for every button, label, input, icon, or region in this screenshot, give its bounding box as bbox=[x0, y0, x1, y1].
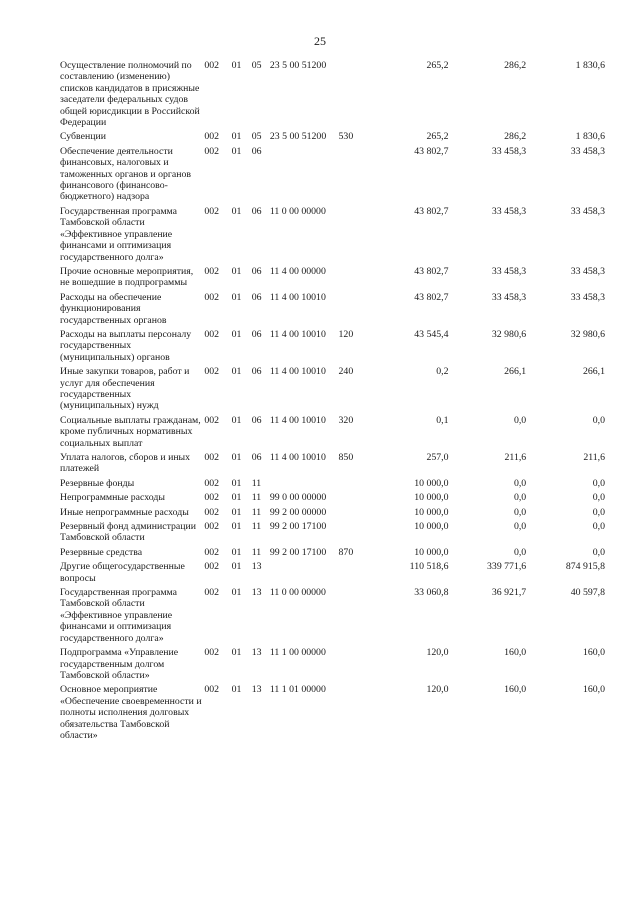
row-name: Другие общегосударственные вопросы bbox=[60, 561, 185, 584]
grbs-code: 002 bbox=[204, 145, 220, 157]
expense-type-code bbox=[339, 492, 369, 506]
amount-year-2: 0,0 bbox=[513, 506, 527, 518]
grbs-code: 002 bbox=[204, 452, 220, 463]
row-name: Расходы на обеспечение функционирования государственных органов bbox=[60, 291, 167, 326]
subsection-code: 06 bbox=[251, 265, 262, 277]
table-row bbox=[60, 547, 605, 561]
amount-year-1: 110 518,6 bbox=[409, 561, 449, 573]
subsection-code: 06 bbox=[251, 452, 262, 463]
subsection-code: 13 bbox=[251, 647, 262, 659]
row-name: Иные закупки товаров, работ и услуг для обеспечения государственных (муниципальных) нужд bbox=[60, 366, 190, 412]
section-code: 01 bbox=[231, 452, 242, 463]
section-code: 01 bbox=[231, 291, 242, 303]
section-code: 01 bbox=[231, 647, 242, 659]
section-code: 01 bbox=[231, 561, 242, 573]
subsection-code: 11 bbox=[251, 521, 262, 533]
amount-year-3: 33 458,3 bbox=[570, 205, 605, 217]
expense-type-code bbox=[339, 60, 369, 131]
expense-type-code bbox=[339, 561, 369, 587]
amount-year-3: 211,6 bbox=[583, 452, 605, 463]
amount-year-3: 32 980,6 bbox=[570, 328, 605, 340]
target-article-code: 11 4 00 10010 bbox=[269, 366, 326, 378]
subsection-code: 13 bbox=[251, 587, 262, 599]
amount-year-3: 874 915,8 bbox=[565, 561, 605, 573]
section-code: 01 bbox=[231, 506, 242, 518]
amount-year-1: 265,2 bbox=[426, 131, 449, 143]
table-row bbox=[60, 329, 605, 366]
table-row bbox=[60, 206, 605, 266]
amount-year-1: 33 060,8 bbox=[414, 587, 449, 599]
expense-type-code: 530 bbox=[338, 131, 354, 143]
amount-year-2: 0,0 bbox=[513, 414, 527, 426]
table-row bbox=[60, 647, 605, 684]
table-row bbox=[60, 561, 605, 587]
grbs-code: 002 bbox=[204, 561, 220, 573]
section-code: 01 bbox=[231, 60, 242, 71]
table-row bbox=[60, 366, 605, 415]
target-article-code: 11 4 00 10010 bbox=[269, 328, 326, 340]
amount-year-3: 0,0 bbox=[592, 521, 605, 533]
row-name: Резервные средства bbox=[60, 546, 143, 558]
section-code: 01 bbox=[231, 546, 242, 558]
grbs-code: 002 bbox=[204, 366, 220, 378]
grbs-code: 002 bbox=[204, 291, 220, 303]
table-row bbox=[60, 492, 605, 506]
amount-year-2: 0,0 bbox=[513, 492, 527, 504]
row-name: Государственная программа Тамбовской области «Эффективное управление финансами и оптимизация государственного долга» bbox=[60, 205, 177, 263]
expense-type-code bbox=[339, 146, 369, 206]
expense-type-code bbox=[339, 647, 369, 684]
amount-year-1: 0,1 bbox=[436, 414, 449, 426]
section-code: 01 bbox=[231, 521, 242, 533]
target-article-code: 23 5 00 51200 bbox=[269, 131, 327, 143]
amount-year-2: 33 458,3 bbox=[491, 205, 527, 217]
row-name: Основное мероприятие «Обеспечение своевременности и полноты исполнения долговых обязательства Тамбовской области» bbox=[60, 684, 202, 741]
amount-year-3: 0,0 bbox=[592, 414, 605, 426]
expense-type-code: 870 bbox=[338, 546, 354, 558]
amount-year-2: 286,2 bbox=[504, 131, 527, 143]
section-code: 01 bbox=[231, 587, 242, 599]
grbs-code: 002 bbox=[204, 477, 220, 489]
expense-type-code bbox=[339, 684, 369, 744]
row-name: Подпрограмма «Управление государственным долгом Тамбовской области» bbox=[60, 647, 179, 681]
expense-type-code bbox=[339, 507, 369, 521]
target-article-code: 11 4 00 10010 bbox=[269, 452, 326, 463]
subsection-code: 11 bbox=[251, 506, 262, 518]
expense-type-code bbox=[339, 206, 369, 266]
section-code: 01 bbox=[231, 477, 242, 489]
amount-year-2: 286,2 bbox=[504, 60, 527, 71]
amount-year-1: 43 802,7 bbox=[414, 291, 449, 303]
subsection-code: 13 bbox=[251, 561, 262, 573]
amount-year-1: 43 545,4 bbox=[414, 328, 449, 340]
subsection-code: 06 bbox=[251, 366, 262, 378]
row-name: Обеспечение деятельности финансовых, налоговых и таможенных органов и органов финансового (финансово-бюджетного) надзора bbox=[60, 145, 192, 203]
amount-year-2: 33 458,3 bbox=[491, 265, 527, 277]
row-name: Иные непрограммные расходы bbox=[60, 506, 189, 518]
grbs-code: 002 bbox=[204, 492, 220, 504]
section-code: 01 bbox=[231, 328, 242, 340]
subsection-code: 05 bbox=[251, 60, 262, 71]
expense-type-code: 240 bbox=[338, 366, 354, 378]
budget-table bbox=[60, 60, 605, 744]
section-code: 01 bbox=[231, 684, 242, 696]
grbs-code: 002 bbox=[204, 328, 220, 340]
amount-year-1: 43 802,7 bbox=[414, 265, 449, 277]
row-name: Резервный фонд администрации Тамбовской области bbox=[60, 521, 196, 544]
amount-year-3: 160,0 bbox=[582, 647, 605, 659]
amount-year-2: 160,0 bbox=[504, 684, 527, 696]
table-row bbox=[60, 684, 605, 744]
table-row bbox=[60, 521, 605, 547]
table-row bbox=[60, 452, 605, 478]
amount-year-3: 0,0 bbox=[592, 546, 605, 558]
table-row bbox=[60, 146, 605, 206]
grbs-code: 002 bbox=[204, 506, 220, 518]
grbs-code: 002 bbox=[204, 546, 220, 558]
grbs-code: 002 bbox=[204, 60, 220, 71]
target-article-code: 11 1 01 00000 bbox=[269, 684, 326, 696]
amount-year-3: 33 458,3 bbox=[570, 265, 605, 277]
amount-year-3: 33 458,3 bbox=[570, 145, 605, 157]
row-name: Осуществление полномочий по составлению (изменению) списков кандидатов в присяжные заседатели федеральных судов общей юрисдикции в Российской Федерации bbox=[60, 60, 200, 129]
amount-year-2: 339 771,6 bbox=[487, 561, 527, 573]
target-article-code: 11 1 00 00000 bbox=[269, 647, 326, 659]
amount-year-1: 120,0 bbox=[426, 684, 449, 696]
grbs-code: 002 bbox=[204, 521, 220, 533]
table-row bbox=[60, 415, 605, 452]
target-article-code bbox=[270, 561, 339, 587]
amount-year-2: 0,0 bbox=[513, 546, 527, 558]
amount-year-3: 266,1 bbox=[582, 366, 605, 378]
row-name: Резервные фонды bbox=[60, 477, 135, 489]
grbs-code: 002 bbox=[204, 647, 220, 659]
table-row bbox=[60, 60, 605, 131]
amount-year-2: 160,0 bbox=[504, 647, 527, 659]
grbs-code: 002 bbox=[204, 265, 220, 277]
expense-type-code bbox=[339, 521, 369, 547]
amount-year-1: 257,0 bbox=[426, 452, 449, 463]
table-row bbox=[60, 587, 605, 647]
target-article-code: 23 5 00 51200 bbox=[269, 60, 327, 71]
amount-year-2: 266,1 bbox=[504, 366, 527, 378]
expense-type-code bbox=[339, 587, 369, 647]
row-name: Прочие основные мероприятия, не вошедшие в подпрограммы bbox=[60, 265, 194, 289]
expense-type-code bbox=[339, 266, 369, 292]
amount-year-1: 43 802,7 bbox=[414, 145, 449, 157]
amount-year-2: 211,6 bbox=[504, 452, 527, 463]
target-article-code: 99 2 00 00000 bbox=[269, 506, 327, 518]
section-code: 01 bbox=[231, 205, 242, 217]
amount-year-3: 1 830,6 bbox=[575, 131, 605, 143]
subsection-code: 06 bbox=[251, 145, 262, 157]
amount-year-1: 10 000,0 bbox=[414, 546, 449, 558]
amount-year-3: 1 830,6 bbox=[575, 60, 605, 71]
target-article-code: 99 0 00 00000 bbox=[269, 492, 327, 504]
section-code: 01 bbox=[231, 414, 242, 426]
expense-type-code: 120 bbox=[338, 328, 354, 340]
grbs-code: 002 bbox=[204, 587, 220, 599]
grbs-code: 002 bbox=[204, 684, 220, 696]
target-article-code: 11 0 00 00000 bbox=[269, 587, 326, 599]
amount-year-3: 40 597,8 bbox=[570, 587, 605, 599]
grbs-code: 002 bbox=[204, 414, 220, 426]
subsection-code: 06 bbox=[251, 328, 262, 340]
amount-year-1: 43 802,7 bbox=[414, 205, 449, 217]
table-row bbox=[60, 292, 605, 329]
row-name: Непрограммные расходы bbox=[60, 492, 165, 504]
subsection-code: 11 bbox=[251, 546, 262, 558]
amount-year-1: 10 000,0 bbox=[414, 477, 449, 489]
subsection-code: 06 bbox=[251, 414, 262, 426]
amount-year-1: 265,2 bbox=[426, 60, 449, 71]
row-name: Субвенции bbox=[60, 131, 106, 143]
amount-year-3: 0,0 bbox=[592, 506, 605, 518]
amount-year-3: 0,0 bbox=[592, 492, 605, 504]
expense-type-code bbox=[339, 292, 369, 329]
subsection-code: 13 bbox=[251, 684, 262, 696]
amount-year-1: 10 000,0 bbox=[414, 521, 449, 533]
section-code: 01 bbox=[231, 492, 242, 504]
grbs-code: 002 bbox=[204, 131, 220, 143]
amount-year-1: 10 000,0 bbox=[414, 506, 449, 518]
section-code: 01 bbox=[231, 145, 242, 157]
section-code: 01 bbox=[231, 265, 242, 277]
amount-year-3: 33 458,3 bbox=[570, 291, 605, 303]
section-code: 01 bbox=[231, 366, 242, 378]
row-name: Уплата налогов, сборов и иных платежей bbox=[60, 452, 191, 475]
amount-year-2: 33 458,3 bbox=[491, 291, 527, 303]
amount-year-2: 36 921,7 bbox=[491, 587, 527, 599]
amount-year-3: 0,0 bbox=[592, 477, 605, 489]
row-name: Государственная программа Тамбовской области «Эффективное управление финансами и оптимизация государственного долга» bbox=[60, 587, 177, 644]
expense-type-code bbox=[339, 478, 369, 492]
expense-type-code: 320 bbox=[338, 414, 354, 426]
amount-year-2: 32 980,6 bbox=[491, 328, 527, 340]
subsection-code: 05 bbox=[251, 131, 262, 143]
target-article-code: 11 4 00 00000 bbox=[269, 265, 326, 277]
table-row bbox=[60, 478, 605, 492]
row-name: Социальные выплаты гражданам, кроме публичных нормативных социальных выплат bbox=[60, 414, 201, 449]
page-number: 25 bbox=[314, 34, 326, 48]
amount-year-2: 33 458,3 bbox=[491, 145, 527, 157]
expense-type-code: 850 bbox=[338, 452, 354, 463]
section-code: 01 bbox=[231, 131, 242, 143]
subsection-code: 11 bbox=[251, 477, 262, 489]
target-article-code bbox=[270, 478, 339, 492]
amount-year-1: 10 000,0 bbox=[414, 492, 449, 504]
target-article-code: 11 0 00 00000 bbox=[269, 205, 326, 217]
table-row bbox=[60, 131, 605, 145]
amount-year-1: 120,0 bbox=[426, 647, 449, 659]
amount-year-1: 0,2 bbox=[436, 366, 449, 378]
subsection-code: 11 bbox=[251, 492, 262, 504]
row-name: Расходы на выплаты персоналу государственных (муниципальных) органов bbox=[60, 328, 192, 363]
amount-year-2: 0,0 bbox=[513, 477, 527, 489]
subsection-code: 06 bbox=[251, 291, 262, 303]
target-article-code: 99 2 00 17100 bbox=[269, 521, 327, 533]
table-row bbox=[60, 507, 605, 521]
target-article-code: 11 4 00 10010 bbox=[269, 291, 326, 303]
target-article-code: 99 2 00 17100 bbox=[269, 546, 327, 558]
grbs-code: 002 bbox=[204, 205, 220, 217]
table-row bbox=[60, 266, 605, 292]
target-article-code bbox=[270, 146, 339, 206]
target-article-code: 11 4 00 10010 bbox=[269, 414, 326, 426]
amount-year-2: 0,0 bbox=[513, 521, 527, 533]
subsection-code: 06 bbox=[251, 205, 262, 217]
amount-year-3: 160,0 bbox=[582, 684, 605, 696]
